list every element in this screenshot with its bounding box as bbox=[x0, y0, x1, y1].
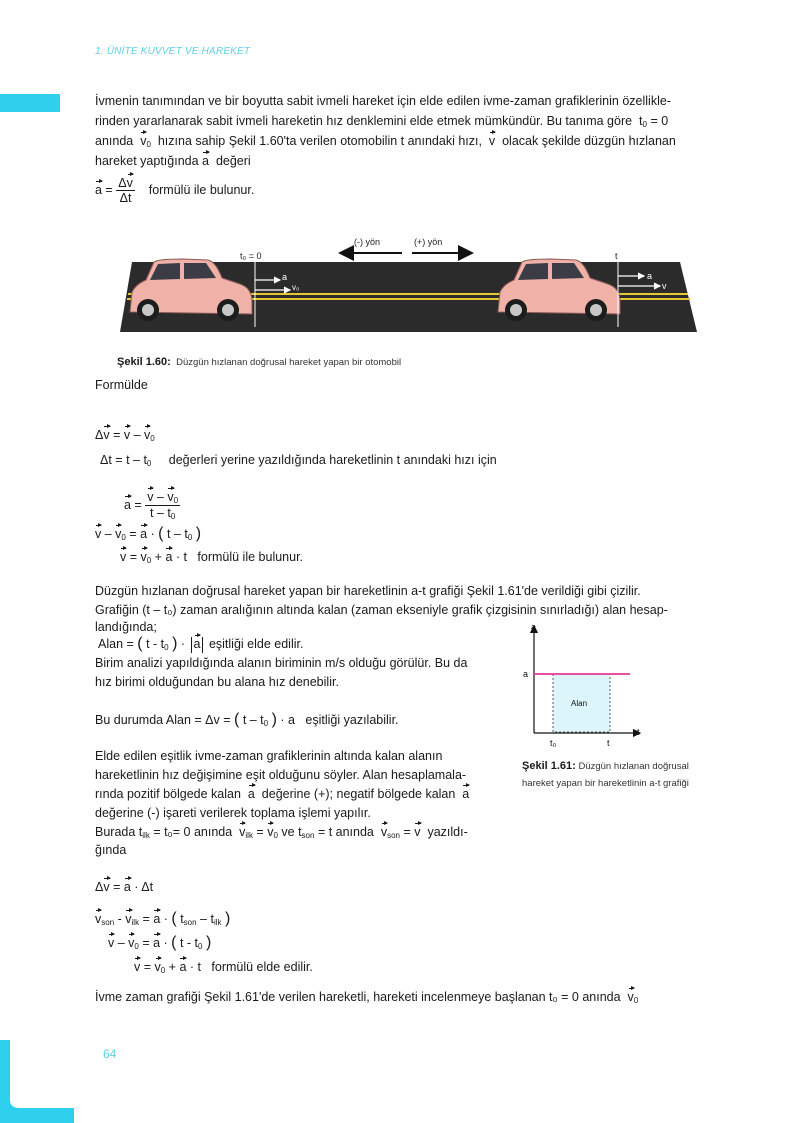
area-label: Alan bbox=[571, 699, 588, 708]
eq-v-minus-v0: $v - v_0 = a$ · ( t – $t_0$ ) bbox=[95, 525, 202, 542]
formulde-label: Formülde bbox=[95, 378, 148, 392]
t-axis-label: t bbox=[637, 727, 640, 737]
figure-1-60-road-cars bbox=[112, 232, 702, 342]
t0-label: t₀ = 0 bbox=[240, 251, 262, 261]
para3-line-3: rında pozitif bölgede kalan a değerine (+); negatif bölgede kalan a bbox=[95, 787, 470, 801]
eq-delta-v-a-dt: Δv = a · Δt bbox=[95, 880, 154, 894]
a-label-car1: a bbox=[282, 272, 288, 282]
a-axis-label: a bbox=[531, 622, 537, 632]
para2-line-6: hız birimi olduğundan bu alana hız denebilir. bbox=[95, 675, 339, 689]
eq-delta-t: $\Delta t = t - t_0$ değerleri yerine yazıldığında hareketlinin t anındaki hızı için bbox=[100, 453, 497, 468]
neg-dir-label: (-) yön bbox=[354, 237, 381, 247]
para3-line-6: ğında bbox=[95, 843, 127, 857]
para3-line-4: değerine (-) işareti verilerek toplama işlemi yapılır. bbox=[95, 806, 371, 820]
page-number: 64 bbox=[103, 1047, 117, 1061]
t-label: t bbox=[615, 251, 618, 261]
eq-a-fraction: a = $\frac{v - v_0}{t - t_0}$ bbox=[124, 490, 179, 521]
para3-line-5: Burada $t_{ilk} = t_0= 0$ anında $v_{ilk} = v_0$ ve $t_{son} = t$ anında $v_{son} = v$ yazıldı- bbox=[95, 825, 468, 840]
figure-1-61-caption: Şekil 1.61: Düzgün hızlanan doğrusal hareket yapan bir hareketlinin a-t grafiği bbox=[522, 760, 689, 789]
formula-a-definition: a = $\frac{\Delta v}{\Delta t}$ formülü ile bulunur. bbox=[95, 176, 255, 205]
eq-delta-v: $\Delta v = v - v_0$ bbox=[95, 428, 155, 443]
eq-area-delta-v: Bu durumda Alan = Δv = ( t – $t_0$ ) · a eşitliği yazılabilir. bbox=[95, 711, 399, 728]
a-label-car2: a bbox=[647, 271, 653, 281]
t0-tick-label: t₀ bbox=[550, 738, 557, 748]
unit-header: 1. ÜNİTE KUVVET VE HAREKET bbox=[95, 46, 251, 57]
figure-1-61-at-graph bbox=[518, 618, 668, 754]
page-corner-decoration bbox=[0, 1040, 74, 1123]
final-line: İvme zaman grafiği Şekil 1.61'de verilen hareketli, hareketi incelenmeye başlanan t₀ = 0 anında $v_0$ bbox=[95, 990, 639, 1005]
eq-v-final-2: $v = v_0 + a \cdot t$ formülü elde edilir. bbox=[134, 960, 313, 975]
para2-line-1: Düzgün hızlanan doğrusal hareket yapan bir hareketlinin a-t grafiği Şekil 1.61'de verildiği gibi çizilir. bbox=[95, 584, 641, 598]
eq-area: Alan = ( t - $t_0$ ) · a eşitliği elde edilir. bbox=[98, 635, 304, 652]
eq-v-v0-a: $v - v_0 = a$ · ( t - $t_0$ ) bbox=[108, 934, 212, 951]
intro-line-1: İvmenin tanımından ve bir boyutta sabit ivmeli hareket için elde edilen ivme-zaman grafiklerinin özellikle- bbox=[95, 94, 671, 108]
para3-line-2: hareketlinin hız değişimine eşit olduğunu söyler. Alan hesaplamala- bbox=[95, 768, 467, 782]
intro-line-4: hareket yaptığında a değeri bbox=[95, 154, 251, 168]
intro-line-2: rinden yararlanarak sabit ivmeli hareketin hız denklemini elde etmek mümkündür. Bu tanıma göre $t_0 = 0$ bbox=[95, 114, 669, 129]
v0-label: v₀ bbox=[292, 283, 300, 292]
v-label: v bbox=[662, 281, 667, 291]
para2-line-5: Birim analizi yapıldığında alanın biriminin m/s olduğu görülür. Bu da bbox=[95, 656, 468, 670]
para2-line-2: Grafiğin (t – t₀) zaman aralığının altında kalan (zaman ekseniyle grafik çizgisinin sınırladığı) alan hesap- bbox=[95, 603, 668, 617]
eq-v-final: $v = v_0 + a \cdot t$ formülü ile bulunur. bbox=[120, 550, 304, 565]
a-level-label: a bbox=[523, 669, 529, 679]
pos-dir-label: (+) yön bbox=[414, 237, 443, 247]
para2-line-3: landığında; bbox=[95, 620, 157, 634]
section-tab-marker bbox=[0, 94, 60, 112]
eq-vson-vilk: $v_{son} - v_{ilk} = a$ · ( $t_{son} - t_{ilk}$ ) bbox=[95, 910, 231, 927]
figure-1-60-caption: Şekil 1.60: Düzgün hızlanan doğrusal hareket yapan bir otomobil bbox=[117, 356, 402, 368]
t-tick-label: t bbox=[607, 738, 610, 748]
para3-line-1: Elde edilen eşitlik ivme-zaman grafiklerinin altında kalan alanın bbox=[95, 749, 443, 763]
intro-line-3: anında $v_0$ hızına sahip Şekil 1.60'ta verilen otomobilin t anındaki hızı, v olacak şekilde düzgün hızlanan bbox=[95, 134, 676, 149]
